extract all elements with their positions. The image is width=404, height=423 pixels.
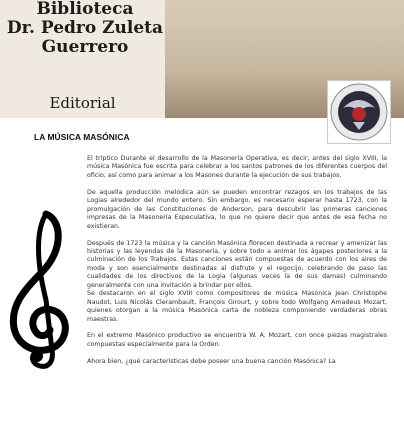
paragraph-2: De aquella producción melódica aún se pueden encontrar rezagos en los trabajos de las Logias alrededor del mundo entero. Sin embargo, es necesario esperar hasta 1723, con la promulgación de las Constituciones de Anderson, para descubrir las primeras canciones impresas de la Masonería Especulativa, lo que no quiere decir que antes de esa fecha no existieran. <box>87 188 387 230</box>
title-line-2: Dr. Pedro Zuleta <box>6 18 164 38</box>
paragraph-3: Después de 1723 la música y la canción Masónica florecen destinada a recrear y amenizar las historias y las leyendas de la Masonería, y sobre todo a animar los ágapes posteriores a la culminación de los Trabajos. Estas canciones están compuestas de acuerdo con los aires de moda y son esencialmente destinadas al disfrute y el regocijo, celebrando de paso las cualidades de los directivos de la Logia (algunas veces la de sus damas) culminando generalmente con una invitación a brindar por ellos. <box>87 239 387 289</box>
masonic-seal-logo <box>327 80 391 144</box>
section-label: Editorial <box>49 94 116 112</box>
title-line-3: Guerrero <box>41 37 129 57</box>
library-title <box>0 0 170 57</box>
paragraph-5: En el extremo Masónico productivo se encuentra W. A. Mozart, con once piezas magistrales compuestas especialmente para la Orden. <box>87 332 387 348</box>
paragraph-1: El tríptico Durante el desarrollo de la Masonería Operativa, es decir, antes del siglo XVIII, la música Masónica fue escrita para celebrar a los santos patrones de los diferentes cuerpos del oficio, así como para animar a los Masones durante la ejecución de sus trabajos. <box>87 155 387 179</box>
article-heading: LA MÚSICA MASÓNICA <box>34 132 130 142</box>
paragraph-6: Ahora bien, ¿qué características debe poseer una buena canción Masónica? La <box>87 357 336 365</box>
treble-clef-icon <box>6 210 80 370</box>
seal-emblem-icon <box>329 82 389 142</box>
article-body <box>87 155 387 375</box>
paragraph-4: Se destacaron en el siglo XVIII como compositores de música Masónica Jean Christophe Naudot, Luis Nicolás Clerambault, François Girourt, y sobre todo Wolfgang Amadeus Mozart, quienes otorgan a la música Masónica carta de nobleza componiendo verdaderas obras maestras. <box>87 290 387 323</box>
title-line-1: Biblioteca <box>36 0 134 19</box>
